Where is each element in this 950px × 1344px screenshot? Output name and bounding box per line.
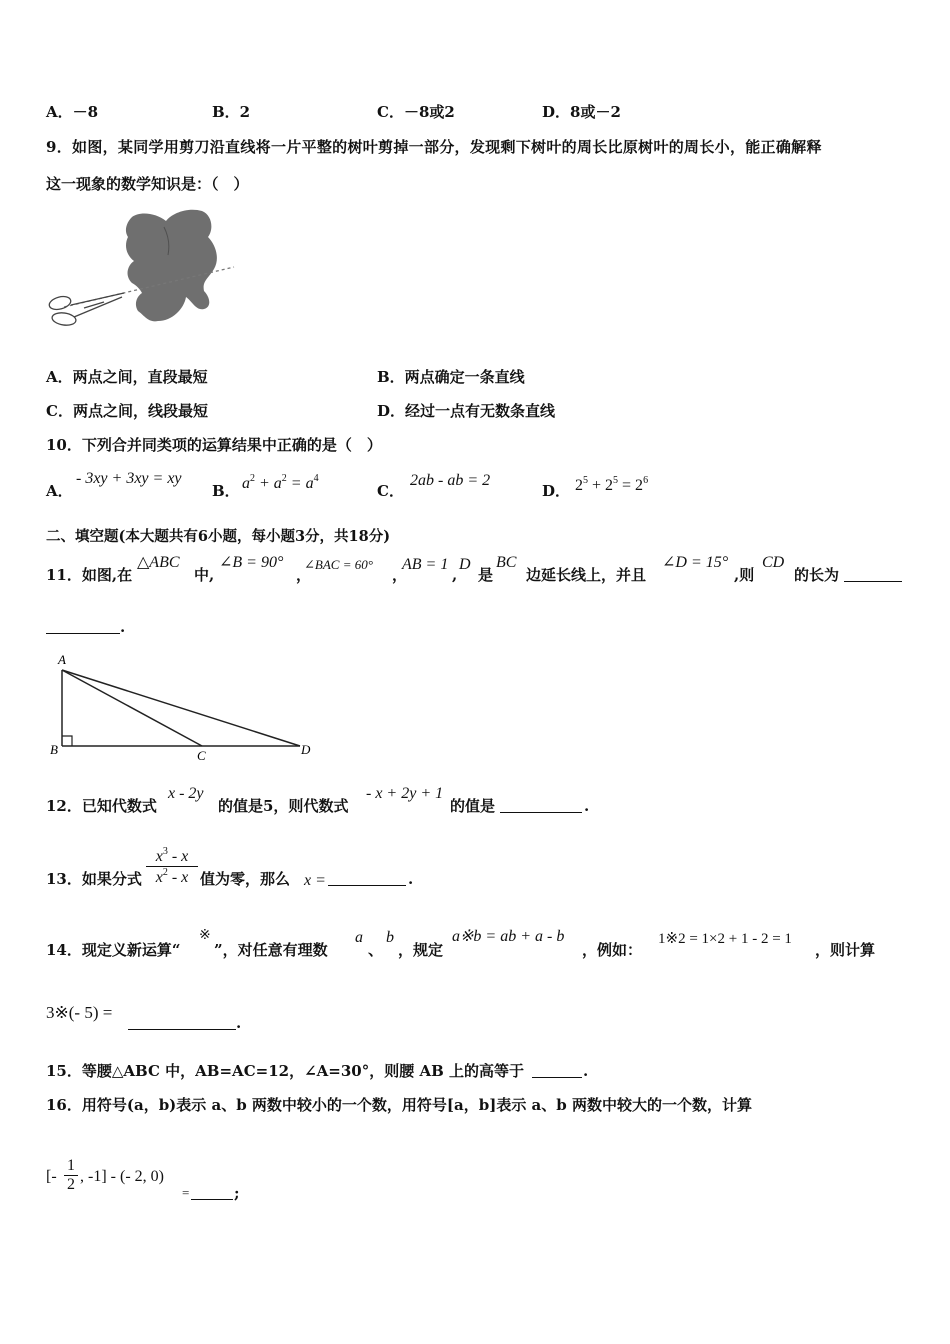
q14-text-4: ，例如： [582,941,643,959]
q12-expr-2: - x + 2y + 1 [366,785,444,802]
q11-end: . [120,618,126,636]
vertex-b-label: B [50,742,58,757]
q10-option-b-expr: $a^2 + a^2 = a^4$ [242,473,319,492]
q11-text-7: 边延长线上，并且 [526,566,647,584]
leaf-shape [126,210,217,322]
q13-fraction: $\frac{x^3 - x}{x^2 - x}$ [146,846,198,887]
q11-text-1: 11．如图,在 [46,566,133,584]
q10-option-a-expr: - 3xy + 3xy = xy [76,470,182,487]
q15-stem: 15．等腰△ABC 中，AB=AC=12，∠A=30°，则腰 AB 上的高等于 [46,1062,524,1080]
q14-text-2: ”，对任意有理数 [214,941,328,959]
q16-fraction [64,1157,78,1194]
q9-option-c: C．两点之间，线段最短 [46,402,208,420]
q16-answer-blank[interactable] [191,1184,233,1202]
q14-var-b: b [386,929,394,946]
q16-denominator: 2 [64,1175,78,1194]
q11-angle-b: ∠B = 90° [219,554,284,571]
q9-stem-line1: 9．如图，某同学用剪刀沿直线将一片平整的树叶剪掉一部分，发现剩下树叶的周长比原树叶的周长小，能正确解释 [46,138,822,156]
vertex-c-label: C [197,748,206,760]
q10-option-d-expr: $2^5 + 2^5 = 2^6$ [575,475,649,494]
q8-option-d: D．8或－2 [542,103,621,121]
q16-stem: 16．用符号(a，b)表示 a、b 两数中较小的一个数，用符号[a，b]表示 a、b 两数中较大的一个数，计算 [46,1096,752,1114]
q12-expr-1: x - 2y [168,785,204,802]
q12-text-2: 的值是5，则代数式 [218,797,349,815]
q11-angle-d: ∠D = 15° [662,554,729,571]
q11-answer-blank-2[interactable] [46,618,120,636]
q14-answer-blank[interactable] [128,1014,236,1032]
q14-operator-symbol: ※ [199,928,211,943]
q11-triangle-abc: △ABC [137,554,180,571]
q10-stem: 10．下列合并同类项的运算结果中正确的是（ ） [46,436,382,454]
q14-var-a: a [355,929,363,946]
q9-stem-line2: 这一现象的数学知识是：（ ） [46,175,249,193]
q11-segment-cd: CD [762,554,785,571]
q8-option-c: C．－8或2 [377,103,455,121]
vertex-a-label: A [58,652,66,667]
scissors-icon [48,293,124,327]
q13-text-1: 13．如果分式 [46,870,142,888]
q12-end: . [584,797,590,815]
q11-triangle-figure [44,648,324,760]
q10-option-c-expr: 2ab - ab = 2 [410,472,491,489]
q13-end: . [408,870,414,888]
q9-option-d: D．经过一点有无数条直线 [377,402,556,420]
q9-option-b: B．两点确定一条直线 [377,368,525,386]
q8-option-b: B．2 [212,103,251,121]
q12-text-3: 的值是 [450,797,496,815]
q13-variable-x: x = [304,872,326,889]
q10-option-c-label: C． [377,482,404,500]
q16-expr-suffix: , -1] - (- 2, 0) [80,1168,164,1185]
q12-text-1: 12．已知代数式 [46,797,157,815]
q11-text-6: 是 [478,566,494,584]
q14-text-3: ，规定 [398,941,444,959]
q11-angle-bac: ∠BAC = 60° [304,557,373,572]
q11-text-8: ,则 [734,566,755,584]
q11-text-3: ， [296,566,312,584]
leaf-scissors-figure [44,205,240,350]
q11-point-d: D [459,556,471,573]
q13-text-2: 值为零，那么 [200,870,291,888]
section-2-heading: 二、填空题(本大题共有6小题，每小题3分，共18分) [46,528,391,545]
q11-text-4: ， [392,566,408,584]
q9-option-a: A．两点之间，直段最短 [46,368,208,386]
q11-answer-blank-1[interactable] [844,566,902,584]
q10-option-a-label: A． [46,482,73,500]
q16-numerator: 1 [67,1157,75,1174]
q10-option-b-label: B． [212,482,240,500]
q8-option-a: A．－8 [46,103,99,121]
q11-text-2: 中, [194,566,215,584]
vertex-d-label: D [301,742,311,757]
q16-end: ; [234,1184,240,1202]
q14-calculation: 3※(- 5) = [46,1003,113,1022]
q11-text-5: , [452,566,458,584]
q11-segment-bc: BC [496,554,517,571]
q15-end: . [583,1062,589,1080]
q12-answer-blank[interactable] [500,797,582,815]
q15-answer-blank[interactable] [532,1062,582,1080]
q14-example: 1※2 = 1×2 + 1 - 2 = 1 [658,931,792,947]
q14-text-1: 14．现定义新运算“ [46,941,181,959]
q14-text-5: ，则计算 [815,941,876,959]
q13-answer-blank[interactable] [328,870,406,888]
q14-definition: a※b = ab + a - b [452,928,565,945]
q16-expr-prefix: [- [46,1168,57,1185]
q11-ab-length: AB = 1 [402,556,449,573]
q14-end: . [236,1014,242,1032]
q14-separator: 、 [368,941,384,959]
q11-text-9: 的长为 [794,566,840,584]
q16-equals: = [182,1185,190,1200]
q10-option-d-label: D． [542,482,571,500]
